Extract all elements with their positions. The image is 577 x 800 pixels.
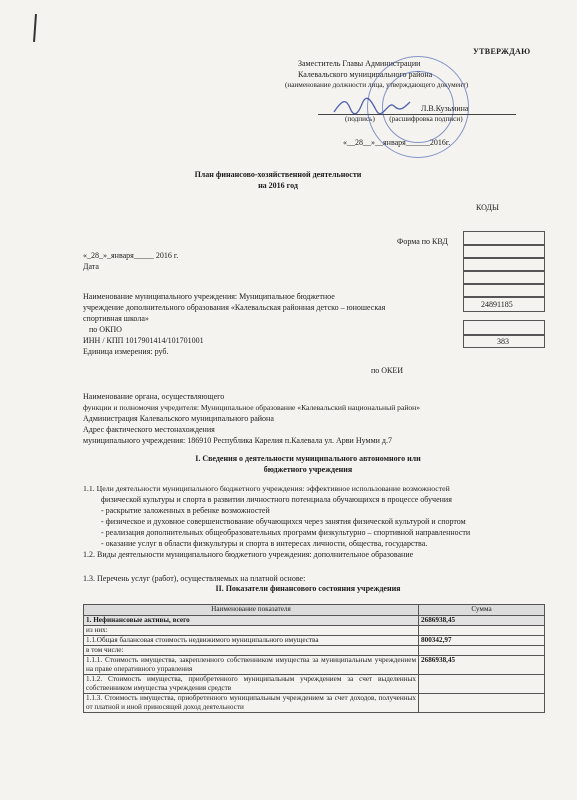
approval-date: «__28__»__января______2016г.: [343, 138, 451, 147]
goal-item-1: - раскрытие заложенных в ребенке возможностей: [101, 506, 270, 515]
table-row: [84, 636, 545, 646]
goal-item-4: - оказание услуг в области физкультуры и спорта в интересах личности, общества, государства.: [101, 539, 428, 548]
approval-position-line1: Заместитель Главы Администрации: [298, 59, 421, 68]
section1-title-line1: I. Сведения о деятельности муниципального автономного или: [195, 454, 421, 463]
column-header-sum: Сумма: [419, 605, 545, 616]
okpo-code: 24891185: [481, 300, 513, 309]
row-name: из них:: [84, 626, 419, 636]
approval-position-line2: Калевальского муниципального района: [298, 70, 433, 79]
row-sum: [419, 675, 545, 694]
row-sum: 2686938,45: [419, 656, 545, 675]
address-line1: Адрес фактического местонахождения: [83, 425, 215, 434]
info-date-label: Дата: [83, 262, 99, 271]
inn-kpp: ИНН / КПП 1017901414/101701001: [83, 336, 204, 345]
code-cell-okpo: [463, 296, 545, 312]
info-date: «_28_»_января_____ 2016 г.: [83, 251, 179, 260]
plan-title-line2: на 2016 год: [258, 181, 298, 190]
table-row: [84, 675, 545, 694]
authority-line2: функции и полномочия учредителя: Муниципальное образование «Калевальский национальный район»: [83, 403, 421, 412]
row-name: в том числе:: [84, 646, 419, 656]
row-sum: 800342,97: [419, 636, 545, 646]
okei-label: по ОКЕИ: [371, 366, 404, 375]
row-sum: 2686938,45: [419, 616, 545, 626]
plan-title-line1: План финансово-хозяйственной деятельности: [194, 170, 362, 179]
table-row: [84, 616, 545, 626]
row-name: 1.1.2. Стоимость имущества, приобретенного муниципальным учреждением за счет выделенных собственником имущества учреждения средств: [84, 675, 419, 694]
section1-title-line2: бюджетного учреждения: [263, 465, 353, 474]
table-row: [84, 626, 545, 636]
okpo-label: по ОКПО: [89, 325, 122, 334]
approval-name: Л.В.Кузьмина: [421, 104, 469, 113]
table-row: [84, 646, 545, 656]
row-sum: [419, 626, 545, 636]
row-name: 1. Нефинансовые активы, всего: [84, 616, 419, 626]
handwritten-signature: [332, 96, 412, 118]
financial-table: [83, 604, 545, 713]
unit-code: 383: [497, 337, 509, 346]
row-sum: [419, 694, 545, 713]
authority-line3: Администрация Калевальского муниципального района: [83, 414, 274, 423]
table-row: [84, 656, 545, 675]
authority-line1: Наименование органа, осуществляющего: [83, 392, 225, 401]
code-cell-unit: [463, 334, 545, 348]
org-name-line1: Наименование муниципального учреждения: Муниципальное бюджетное: [83, 292, 335, 301]
approval-signature-caption: (подпись) (расшифровка подписи): [345, 115, 463, 123]
activities-line: 1.2. Виды деятельности муниципального бюджетного учреждения: дополнительное образование: [83, 550, 414, 559]
row-name: 1.1.Общая балансовая стоимость недвижимого муниципального имущества: [84, 636, 419, 646]
unit-of-measure: Единица измерения: руб.: [83, 347, 169, 356]
scan-edge-mark: [33, 14, 36, 42]
kvd-label: Форма по КВД: [397, 237, 448, 246]
address-line2: муниципального учреждения: 186910 Республика Карелия п.Калевала ул. Арви Нумми д.7: [83, 436, 392, 445]
row-sum: [419, 646, 545, 656]
section2-title: II. Показатели финансового состояния учреждения: [215, 584, 401, 593]
approval-title: УТВЕРЖДАЮ: [473, 47, 531, 56]
approval-position-caption: (наименование должности лица, утверждающего документ): [285, 81, 469, 89]
row-name: 1.1.3. Стоимость имущества, приобретенного муниципальным учреждением за счет доходов, полученных от платной и иной приносящей доход деятельности: [84, 694, 419, 713]
org-name-line3: спортивная школа»: [83, 314, 149, 323]
table-row: [84, 694, 545, 713]
goals-line2: физической культуры и спорта в развитии личностного потенциала обучающихся в процессе обучения: [101, 495, 452, 504]
goal-item-3: - реализация дополнительных общеобразовательных программ физкультурно – спортивной направленности: [101, 528, 471, 537]
row-name: 1.1.1. Стоимость имущества, закрепленного собственником имущества за муниципальным учреждением на праве оперативного управления: [84, 656, 419, 675]
goal-item-2: - физическое и духовное совершенствование обучающихся через занятия физической культурой и спортом: [101, 517, 466, 526]
column-header-indicator: Наименование показателя: [84, 605, 419, 616]
services-line: 1.3. Перечень услуг (работ), осуществляемых на платной основе:: [83, 574, 306, 583]
org-name-line2: учреждение дополнительного образования «Калевальская районная детско – юношеская: [83, 303, 386, 312]
goals-line1: 1.1. Цели деятельности муниципального бюджетного учреждения: эффективное использование возможностей: [83, 484, 450, 493]
codes-header: КОДЫ: [476, 203, 499, 212]
table-header-row: [84, 605, 545, 616]
